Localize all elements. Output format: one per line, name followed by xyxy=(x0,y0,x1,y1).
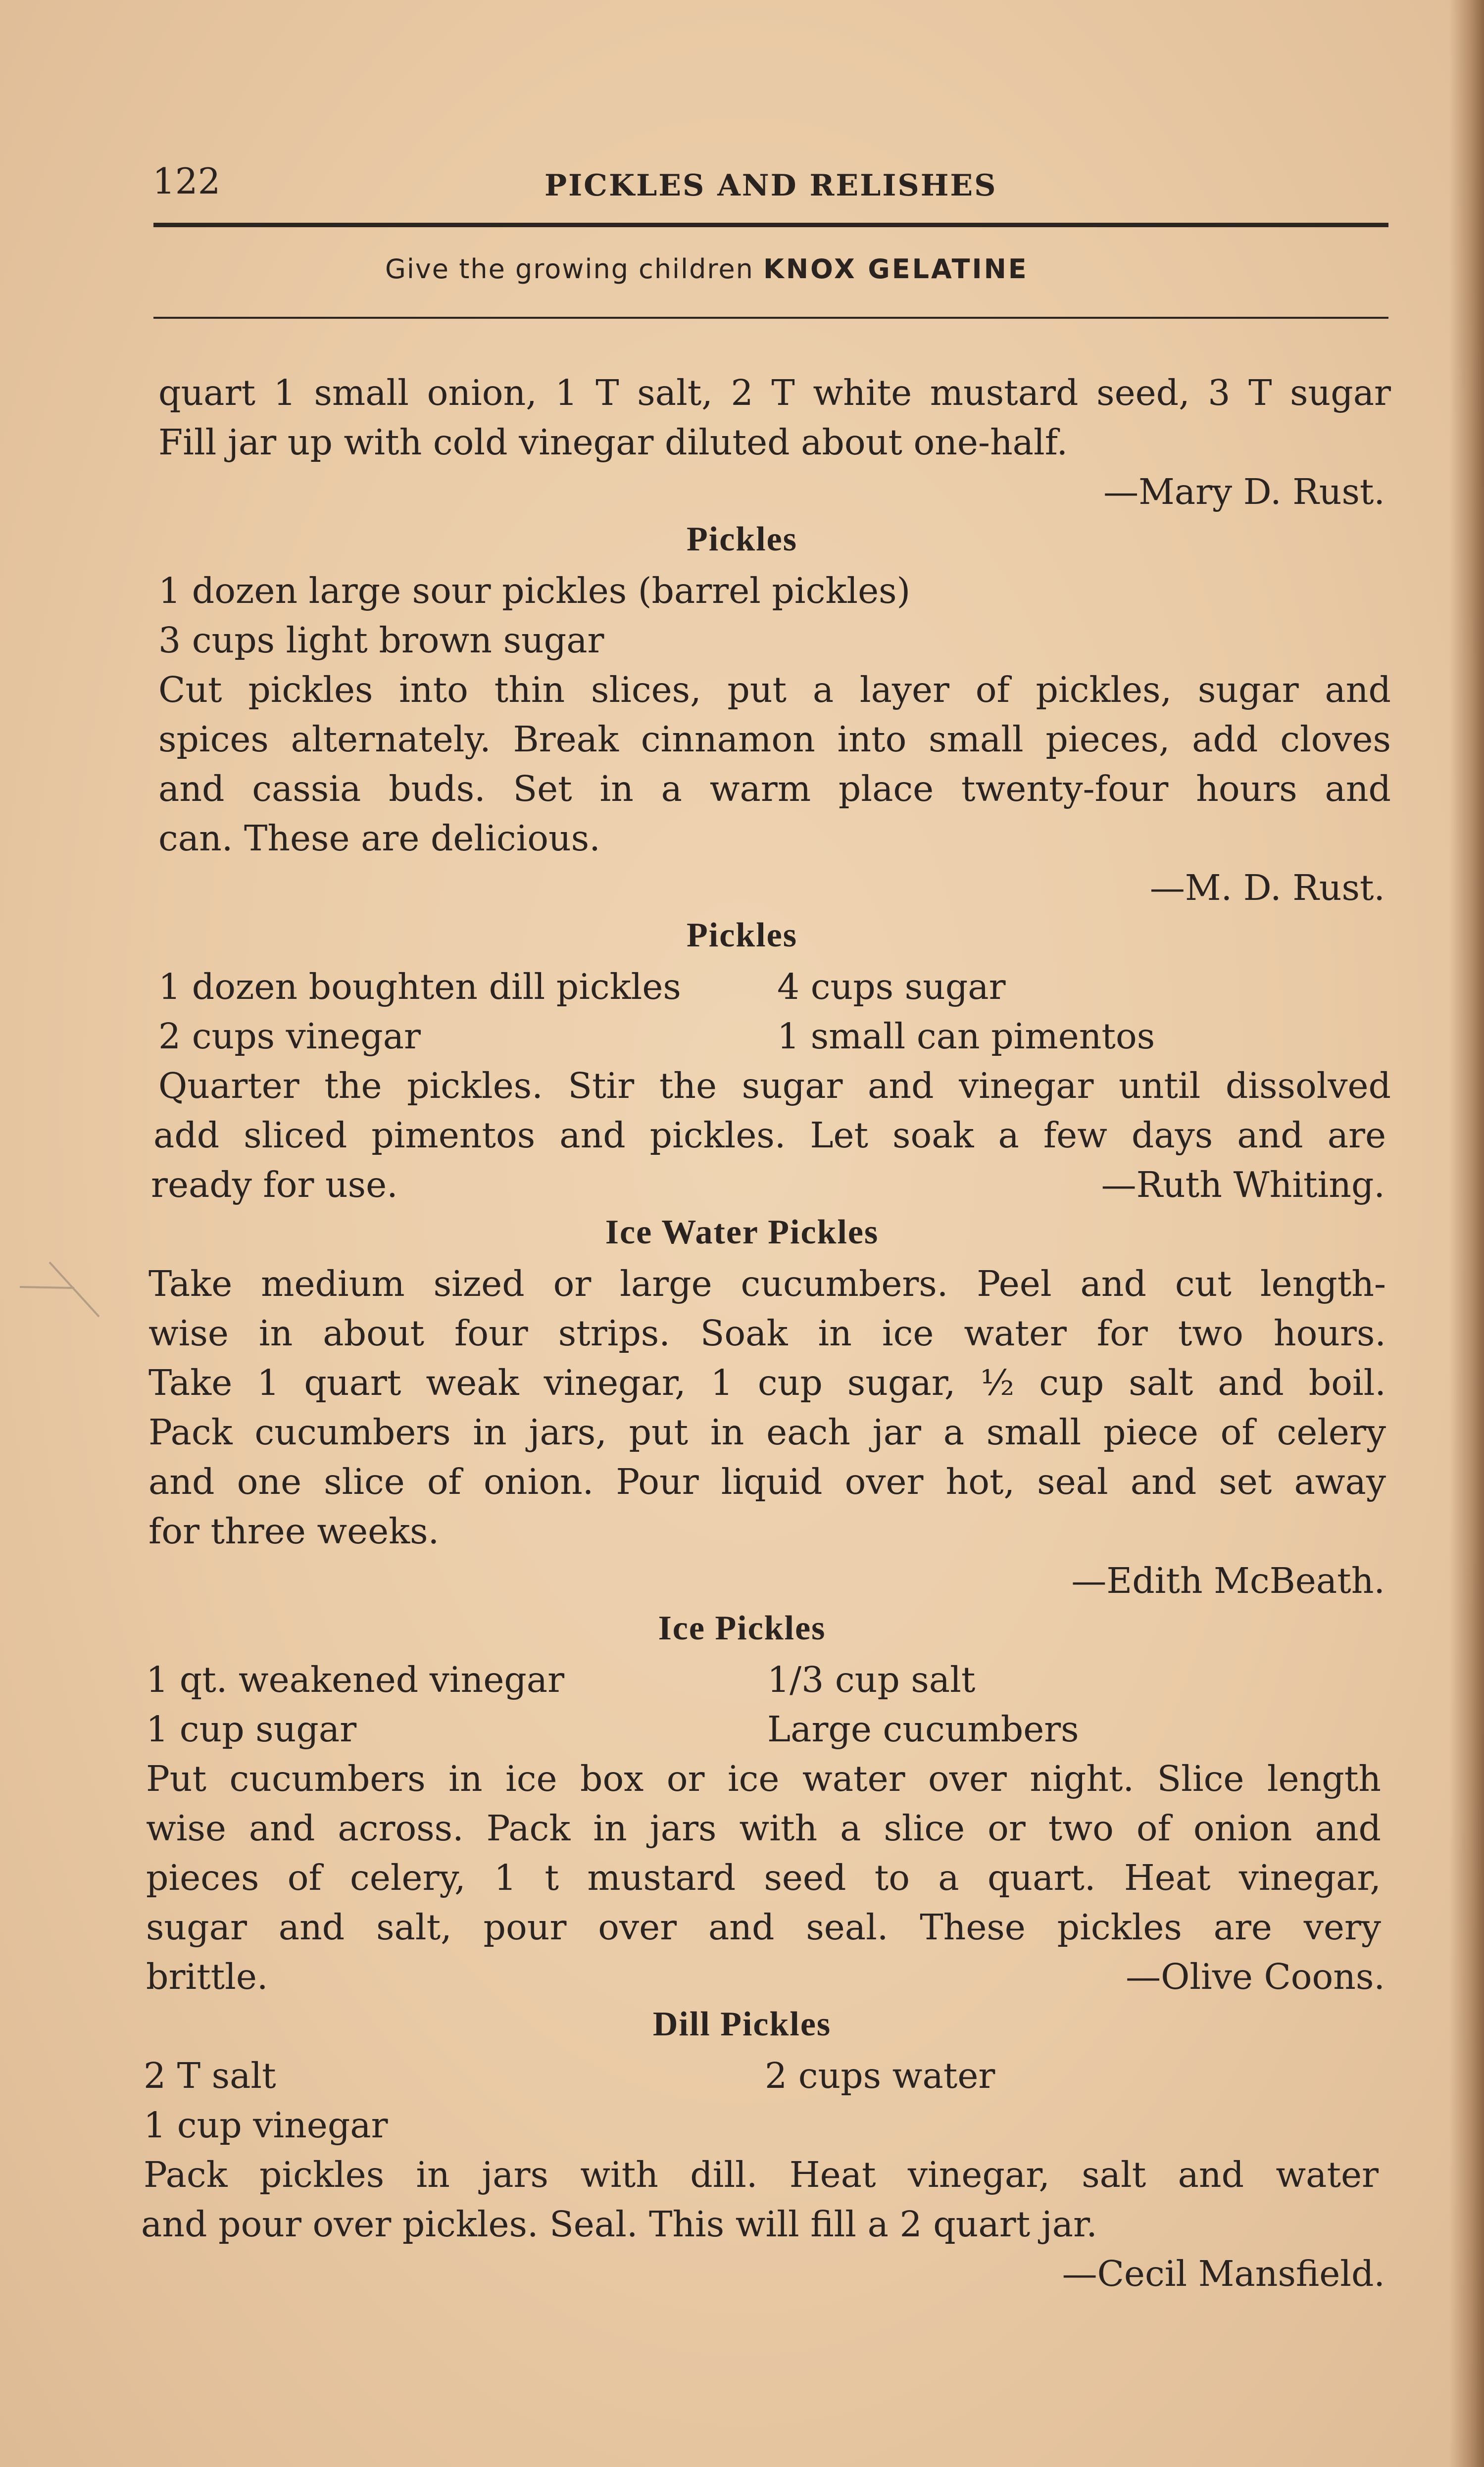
recipe-title-pickles-2: Pickles xyxy=(687,916,797,954)
pickles2-attribution: —Ruth Whiting. xyxy=(1101,1164,1385,1205)
advert-rule xyxy=(153,317,1388,319)
pickles2-ingredient-right-2: 1 small can pimentos xyxy=(777,1016,1155,1057)
ice-pickles-line-4: sugar and salt, pour over and seal. These pickles are very xyxy=(146,1907,1381,1948)
ice-pickles-line-1: Put cucumbers in ice box or ice water over night. Slice length xyxy=(146,1758,1381,1799)
pickles2-line-3: ready for use. xyxy=(151,1164,398,1205)
advert-prefix: Give the growing children xyxy=(385,253,754,285)
dill-ingredient-left-1: 2 T salt xyxy=(144,2055,276,2096)
ice-water-attribution: —Edith McBeath. xyxy=(1071,1560,1385,1601)
advert-line xyxy=(385,253,1029,285)
ice-water-line-3: Take 1 quart weak vinegar, 1 cup sugar, ½ cup salt and boil. xyxy=(148,1362,1386,1403)
advert-brand: KNOX GELATINE xyxy=(763,253,1029,285)
ice-pickles-attribution: —Olive Coons. xyxy=(1126,1956,1385,1997)
dill-ingredient-right-1: 2 cups water xyxy=(765,2055,995,2096)
pickles1-line-4: can. These are delicious. xyxy=(158,818,600,859)
ice-pickles-ingredient-left-2: 1 cup sugar xyxy=(146,1709,357,1750)
pickles2-ingredient-left-1: 1 dozen boughten dill pickles xyxy=(158,966,681,1007)
pencil-mark-icon xyxy=(15,1257,109,1322)
header-rule xyxy=(153,223,1388,227)
ice-pickles-ingredient-right-1: 1/3 cup salt xyxy=(767,1659,976,1700)
pickles1-ingredient-2: 3 cups light brown sugar xyxy=(158,620,604,661)
continued-line-1: quart 1 small onion, 1 T salt, 2 T white mustard seed, 3 T sugar xyxy=(158,372,1391,413)
dill-ingredient-left-2: 1 cup vinegar xyxy=(144,2105,388,2146)
continued-attribution: —Mary D. Rust. xyxy=(1103,471,1385,512)
ice-water-line-1: Take medium sized or large cucumbers. Peel and cut length- xyxy=(148,1263,1386,1304)
recipe-title-ice-water-pickles: Ice Water Pickles xyxy=(605,1213,879,1251)
ice-pickles-line-3: pieces of celery, 1 t mustard seed to a quart. Heat vinegar, xyxy=(146,1857,1381,1898)
pickles2-ingredient-right-1: 4 cups sugar xyxy=(777,966,1006,1007)
running-head: PICKLES AND RELISHES xyxy=(544,168,997,203)
pickles2-line-1: Quarter the pickles. Stir the sugar and vinegar until dissolved xyxy=(158,1065,1391,1106)
dill-line-2: and pour over pickles. Seal. This will fill a 2 quart jar. xyxy=(141,2204,1097,2245)
continued-line-2: Fill jar up with cold vinegar diluted about one-half. xyxy=(158,422,1068,463)
ice-pickles-ingredient-left-1: 1 qt. weakened vinegar xyxy=(146,1659,565,1700)
pickles2-ingredient-left-2: 2 cups vinegar xyxy=(158,1016,421,1057)
ice-water-line-2: wise in about four strips. Soak in ice water for two hours. xyxy=(148,1313,1386,1354)
pickles1-line-2: spices alternately. Break cinnamon into small pieces, add cloves xyxy=(158,719,1391,760)
recipe-title-dill-pickles: Dill Pickles xyxy=(652,2005,832,2043)
ice-water-line-4: Pack cucumbers in jars, put in each jar a small piece of celery xyxy=(148,1412,1386,1453)
recipe-title-ice-pickles: Ice Pickles xyxy=(658,1609,826,1647)
ice-pickles-ingredient-right-2: Large cucumbers xyxy=(767,1709,1079,1750)
ice-water-line-5: and one slice of onion. Pour liquid over hot, seal and set away xyxy=(148,1461,1386,1502)
recipe-title-pickles-1: Pickles xyxy=(687,520,797,558)
ice-pickles-line-5: brittle. xyxy=(146,1956,268,1997)
pickles1-ingredient-1: 1 dozen large sour pickles (barrel pickles) xyxy=(158,570,911,611)
pickles2-line-2: add sliced pimentos and pickles. Let soak a few days and are xyxy=(153,1115,1386,1156)
pickles1-line-3: and cassia buds. Set in a warm place twenty-four hours and xyxy=(158,768,1391,809)
pickles1-attribution: —M. D. Rust. xyxy=(1149,867,1385,908)
ice-water-line-6: for three weeks. xyxy=(148,1511,440,1552)
dill-attribution: —Cecil Mansfield. xyxy=(1062,2253,1385,2294)
dill-line-1: Pack pickles in jars with dill. Heat vinegar, salt and water xyxy=(144,2154,1379,2195)
page-number: 122 xyxy=(152,160,221,202)
ice-pickles-line-2: wise and across. Pack in jars with a slice or two of onion and xyxy=(146,1808,1381,1849)
pickles1-line-1: Cut pickles into thin slices, put a layer of pickles, sugar and xyxy=(158,669,1391,710)
